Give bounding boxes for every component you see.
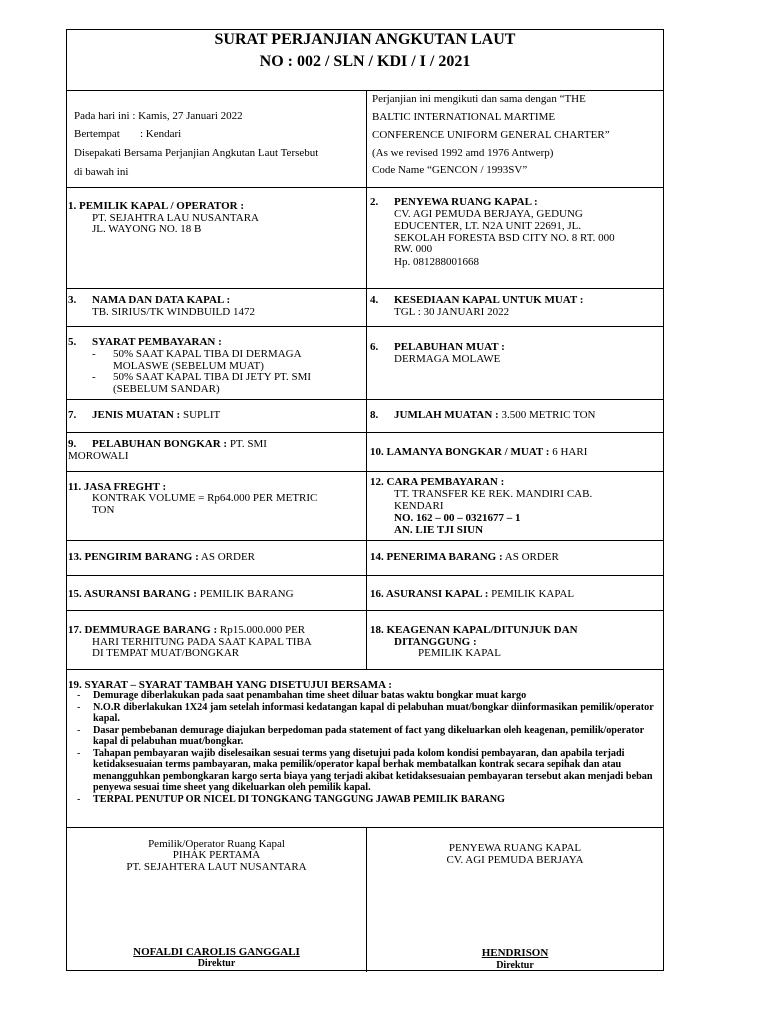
terms-item: - N.O.R diberlakukan 1X24 jam setelah informasi kedatangan kapal di pelabuhan muat/bongkar diinformasikan pemilik/operator kapal.: [73, 702, 657, 725]
item-17-value-line2: HARI TERHITUNG PADA SAAT KAPAL TIBA: [92, 636, 312, 648]
item-5-label: SYARAT PEMBAYARAN :: [92, 336, 222, 348]
contract-document: [66, 29, 664, 971]
item-1-value: PT. SEJAHTRA LAU NUSANTARA: [92, 212, 259, 224]
signature-right-company: CV. AGI PEMUDA BERJAYA: [446, 854, 584, 866]
item-6-value: DERMAGA MOLAWE: [394, 353, 501, 365]
column-divider: [366, 90, 367, 670]
item-17-label: 17. DEMMURAGE BARANG :: [68, 624, 218, 636]
item-12-value: KENDARI: [394, 500, 444, 512]
item-18-value: PEMILIK KAPAL: [418, 647, 502, 659]
divider: [67, 187, 663, 188]
reference-text: Perjanjian ini mengikuti dan sama dengan “THE: [372, 93, 586, 105]
item-5-value: MOLASWE (SEBELUM MUAT): [113, 360, 264, 372]
item-11-value: KONTRAK VOLUME = Rp64.000 PER METRIC: [92, 492, 318, 504]
item-13-label: 13. PENGIRIM BARANG :: [68, 551, 199, 563]
item-3-label: NAMA DAN DATA KAPAL :: [92, 294, 231, 306]
item-9-value-line2: MOROWALI: [68, 450, 129, 462]
terms-item: - Demurage diberlakukan pada saat penambahan time sheet diluar batas waktu bongkar muat kargo: [73, 690, 657, 702]
item-11-label: 11. JASA FREGHT :: [68, 481, 167, 493]
divider: [67, 669, 663, 670]
item-14: [370, 551, 559, 563]
item-8-value: 3.500 METRIC TON: [498, 409, 596, 421]
divider: [67, 399, 663, 400]
place-value: : Kendari: [140, 128, 182, 140]
reference-text: CONFERENCE UNIFORM GENERAL CHARTER”: [372, 129, 610, 141]
item-2-value: RW. 000: [394, 243, 433, 255]
place-label: Bertempat: [74, 128, 120, 140]
divider: [67, 288, 663, 289]
item-2-label: PENYEWA RUANG KAPAL :: [394, 196, 538, 208]
item-17-value-line3: DI TEMPAT MUAT/BONGKAR: [92, 647, 240, 659]
item-4-value: TGL : 30 JANUARI 2022: [394, 306, 510, 318]
divider: [67, 610, 663, 611]
reference-text: (As we revised 1992 amd 1976 Antwerp): [372, 147, 554, 159]
divider: [67, 471, 663, 472]
reference-text: BALTIC INTERNATIONAL MARTIME: [372, 111, 556, 123]
item-16: [370, 588, 574, 600]
terms-heading: 19. SYARAT – SYARAT TAMBAH YANG DISETUJUI BERSAMA :: [68, 679, 392, 691]
item-2-value: EDUCENTER, LT. N2A UNIT 22691, JL.: [394, 220, 582, 232]
terms-list: [73, 690, 657, 805]
signature-right-title: Direktur: [496, 960, 534, 971]
item-3-number: 3.: [68, 294, 77, 306]
signature-right-name-text: HENDRISON: [481, 947, 549, 959]
item-13-value: AS ORDER: [198, 551, 256, 563]
item-12-account-number: NO. 162 – 00 – 0321677 – 1: [394, 512, 521, 524]
item-7-label: JENIS MUATAN :: [92, 409, 181, 421]
item-13: [68, 551, 255, 563]
signature-right-role: PENYEWA RUANG KAPAL: [448, 842, 582, 854]
item-5-value: 50% SAAT KAPAL TIBA DI DERMAGA: [113, 348, 302, 360]
signature-left-title: Direktur: [197, 958, 236, 969]
divider: [67, 575, 663, 576]
item-17: [68, 624, 305, 636]
item-9: [92, 438, 267, 450]
item-12-label: 12. CARA PEMBAYARAN :: [370, 476, 505, 488]
item-10: [370, 446, 587, 458]
signature-left-name-text: NOFALDI CAROLIS GANGGALI: [133, 946, 300, 958]
divider: [67, 90, 663, 91]
item-5-value: 50% SAAT KAPAL TIBA DI JETY PT. SMI: [113, 371, 312, 383]
signature-left-company: PT. SEJAHTERA LAUT NUSANTARA: [126, 861, 307, 873]
item-8-number: 8.: [370, 409, 379, 421]
signature-left-party: PIHAK PERTAMA: [172, 849, 261, 861]
item-1-value: JL. WAYONG NO. 18 B: [92, 223, 202, 235]
signature-right-name: [367, 947, 663, 959]
signature-left-role: Pemilik/Operator Ruang Kapal: [148, 838, 285, 850]
terms-item: - Tahapan pembayaran wajib diselesaikan sesuai terms yang disetujui pada kolom kondisi pembayaran, dan apabila terjadi ketidaksesuaian terms pambayaran, maka pemilik/operator kapal berhak membatalkan kontrak secara sepihak dan atau menangguhkan pembongkaran kargo serta biaya yang terjadi akibat ketidaksesuaian pembayaran tersebut akan menjadi beban penyewa sesuai time sheet yang dikeluarkan oleh pemilik kapal.: [73, 748, 657, 794]
item-7-value: SUPLIT: [180, 409, 221, 421]
divider: [67, 432, 663, 433]
item-12-value: TT. TRANSFER KE REK. MANDIRI CAB.: [394, 488, 593, 500]
item-10-value: 6 HARI: [549, 446, 588, 458]
item-9-number: 9.: [68, 438, 77, 450]
item-11-value: TON: [92, 504, 115, 516]
item-17-value: Rp15.000.000 PER: [217, 624, 306, 636]
item-8: [394, 409, 595, 421]
agreement-note: Disepakati Bersama Perjanjian Angkutan Laut Tersebut: [74, 147, 319, 159]
item-2-number: 2.: [370, 196, 379, 208]
item-18-label: 18. KEAGENAN KAPAL/DITUNJUK DAN: [370, 624, 578, 636]
item-12-account-name: AN. LIE TJI SIUN: [394, 524, 484, 536]
divider: [67, 827, 663, 828]
item-1-label: 1. PEMILIK KAPAL / OPERATOR :: [68, 200, 245, 212]
divider: [67, 540, 663, 541]
item-2-phone: Hp. 081288001668: [394, 256, 479, 268]
item-5-value: (SEBELUM SANDAR): [113, 383, 220, 395]
agreement-note-2: di bawah ini: [74, 166, 129, 178]
item-4-label: KESEDIAAN KAPAL UNTUK MUAT :: [394, 294, 584, 306]
terms-item: - Dasar pembebanan demurage diajukan berpedoman pada statement of fact yang dikeluarkan oleh keagenan, pemilik/operator kapal di pelabuhan muat/bongkar.: [73, 725, 657, 748]
item-8-label: JUMLAH MUATAN :: [394, 409, 499, 421]
item-3-value: TB. SIRIUS/TK WINDBUILD 1472: [92, 306, 255, 318]
item-18-label-2: DITANGGUNG :: [394, 636, 477, 648]
item-7-number: 7.: [68, 409, 77, 421]
item-16-label: 16. ASURANSI KAPAL :: [370, 588, 489, 600]
item-7: [92, 409, 220, 421]
terms-item: - TERPAL PENUTUP OR NICEL DI TONGKANG TANGGUNG JAWAB PEMILIK BARANG: [73, 794, 657, 806]
item-14-label: 14. PENERIMA BARANG :: [370, 551, 503, 563]
item-16-value: PEMILIK KAPAL: [488, 588, 575, 600]
bullet-dash: -: [92, 371, 96, 383]
reference-code: Code Name “GENCON / 1993SV”: [372, 164, 528, 176]
bullet-dash: -: [92, 348, 96, 360]
item-5-number: 5.: [68, 336, 77, 348]
item-9-value: PT. SMI: [227, 438, 267, 450]
agreement-date: Pada hari ini : Kamis, 27 Januari 2022: [74, 110, 243, 122]
item-14-value: AS ORDER: [502, 551, 559, 563]
item-10-label: 10. LAMANYA BONGKAR / MUAT :: [370, 446, 550, 458]
item-6-label: PELABUHAN MUAT :: [394, 341, 505, 353]
item-6-number: 6.: [370, 341, 379, 353]
signature-left-name: [67, 946, 366, 958]
divider: [67, 326, 663, 327]
item-9-label: PELABUHAN BONGKAR :: [92, 438, 228, 450]
item-15: [68, 588, 294, 600]
item-15-label: 15. ASURANSI BARANG :: [68, 588, 197, 600]
document-title: SURAT PERJANJIAN ANGKUTAN LAUT: [214, 31, 516, 48]
item-15-value: PEMILIK BARANG: [196, 588, 294, 600]
item-2-value: SEKOLAH FORESTA BSD CITY NO. 8 RT. 000: [394, 232, 615, 244]
item-2-value: CV. AGI PEMUDA BERJAYA, GEDUNG: [394, 208, 583, 220]
item-4-number: 4.: [370, 294, 379, 306]
document-number: NO : 002 / SLN / KDI / I / 2021: [259, 53, 471, 70]
